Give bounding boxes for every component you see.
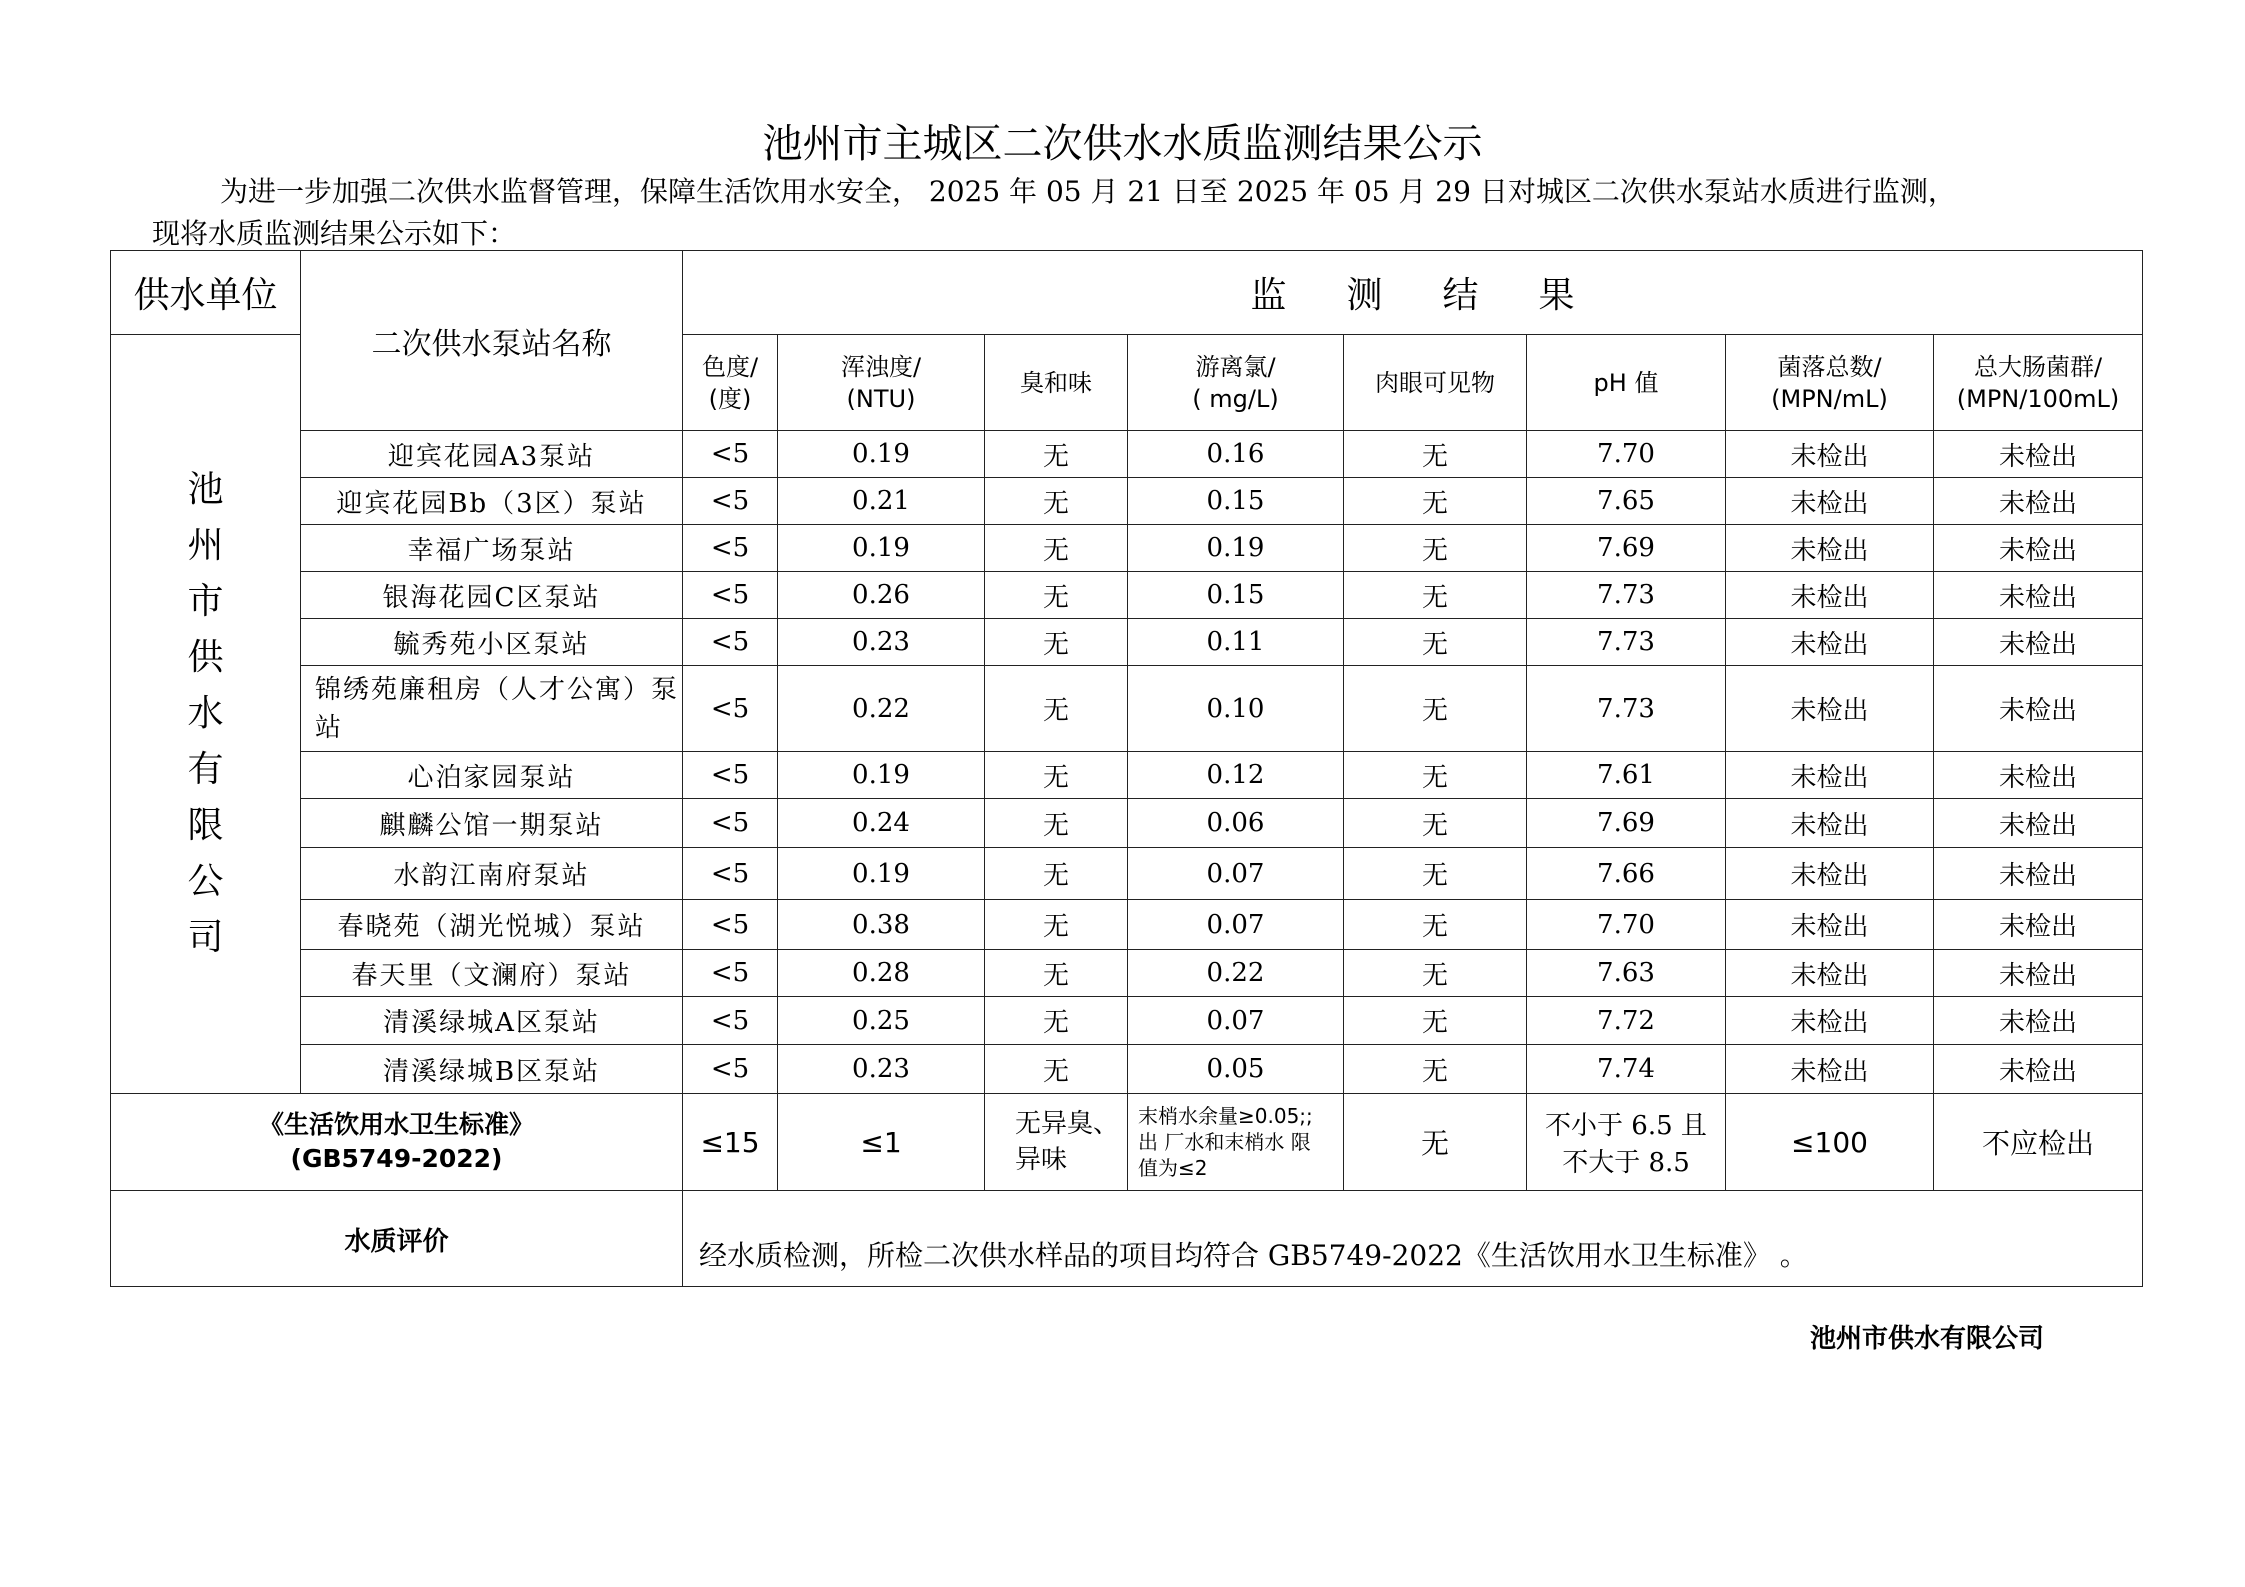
supplier-char: 公 <box>187 861 224 902</box>
table-row <box>111 848 2143 900</box>
column-header-line1: pH 值 <box>1593 368 1659 397</box>
cell-chlorine: 0.15 <box>1128 478 1344 525</box>
table-row <box>111 431 2143 478</box>
header-supply-unit: 供水单位 <box>111 251 301 335</box>
cell-odor: 无 <box>985 431 1128 478</box>
intro-text-line1: 为进一步加强二次供水监督管理，保障生活饮用水安全， 2025 年 05 月 21 日至 2025 年 05 月 29 日对城区二次供水泵站水质进行监测， <box>220 175 1956 208</box>
cell-colonies: 未检出 <box>1726 572 1934 619</box>
supplier-char: 州 <box>187 525 224 566</box>
cell-color: <5 <box>683 619 778 666</box>
cell-turbidity: 0.19 <box>778 848 985 900</box>
supplier-char: 池 <box>187 469 224 510</box>
cell-visible: 无 <box>1344 799 1527 848</box>
cell-colonies: 未检出 <box>1726 997 1934 1045</box>
cell-color: <5 <box>683 848 778 900</box>
standard-chlorine-line: 末梢水余量≥0.05;; <box>1138 1104 1313 1128</box>
station-name: 清溪绿城A区泵站 <box>301 997 683 1045</box>
column-header <box>1726 335 1934 431</box>
cell-color: <5 <box>683 431 778 478</box>
cell-colonies: 未检出 <box>1726 619 1934 666</box>
cell-coliform: 未检出 <box>1934 900 2143 950</box>
table-row <box>111 619 2143 666</box>
cell-chlorine: 0.15 <box>1128 572 1344 619</box>
cell-ph: 7.70 <box>1527 900 1726 950</box>
cell-chlorine: 0.07 <box>1128 900 1344 950</box>
cell-chlorine: 0.06 <box>1128 799 1344 848</box>
cell-colonies: 未检出 <box>1726 525 1934 572</box>
cell-ph: 7.66 <box>1527 848 1726 900</box>
cell-turbidity: 0.25 <box>778 997 985 1045</box>
standard-colonies <box>1726 1094 1934 1191</box>
cell-turbidity: 0.23 <box>778 1045 985 1094</box>
cell-chlorine: 0.22 <box>1128 950 1344 997</box>
cell-coliform: 未检出 <box>1934 525 2143 572</box>
cell-odor: 无 <box>985 1045 1128 1094</box>
cell-coliform: 未检出 <box>1934 848 2143 900</box>
cell-turbidity: 0.22 <box>778 666 985 752</box>
standard-color-line: ≤15 <box>700 1125 760 1159</box>
cell-chlorine: 0.12 <box>1128 752 1344 799</box>
cell-colonies: 未检出 <box>1726 799 1934 848</box>
station-name: 春天里（文澜府）泵站 <box>301 950 683 997</box>
cell-coliform: 未检出 <box>1934 572 2143 619</box>
cell-color: <5 <box>683 572 778 619</box>
table-row <box>111 900 2143 950</box>
cell-coliform: 未检出 <box>1934 478 2143 525</box>
cell-odor: 无 <box>985 752 1128 799</box>
table-row <box>111 1045 2143 1094</box>
standard-chlorine <box>1128 1094 1344 1191</box>
supplier-name-vertical <box>111 335 301 1094</box>
cell-ph: 7.73 <box>1527 619 1726 666</box>
cell-odor: 无 <box>985 525 1128 572</box>
cell-turbidity: 0.19 <box>778 525 985 572</box>
cell-colonies: 未检出 <box>1726 666 1934 752</box>
cell-visible: 无 <box>1344 478 1527 525</box>
column-header <box>778 335 985 431</box>
cell-colonies: 未检出 <box>1726 950 1934 997</box>
evaluation-row <box>111 1191 2143 1287</box>
station-name: 水韵江南府泵站 <box>301 848 683 900</box>
station-name: 心泊家园泵站 <box>301 752 683 799</box>
cell-ph: 7.61 <box>1527 752 1726 799</box>
cell-colonies: 未检出 <box>1726 752 1934 799</box>
column-header-line1: 游离氯/ <box>1195 352 1276 381</box>
cell-ph: 7.63 <box>1527 950 1726 997</box>
cell-odor: 无 <box>985 799 1128 848</box>
standard-color <box>683 1094 778 1191</box>
supplier-char: 限 <box>187 805 224 846</box>
standard-odor <box>985 1094 1128 1191</box>
column-header-line2: (MPN/mL) <box>1771 384 1888 413</box>
page-title: 池州市主城区二次供水水质监测结果公示 <box>762 121 1483 167</box>
table-row <box>111 799 2143 848</box>
results-table <box>110 250 2143 1287</box>
standard-ph-line: 不小于 6.5 且 <box>1545 1111 1707 1141</box>
cell-visible: 无 <box>1344 525 1527 572</box>
cell-chlorine: 0.07 <box>1128 848 1344 900</box>
station-name: 毓秀苑小区泵站 <box>301 619 683 666</box>
standard-odor-line: 异味 <box>1015 1145 1068 1175</box>
cell-chlorine: 0.11 <box>1128 619 1344 666</box>
cell-odor: 无 <box>985 950 1128 997</box>
column-header-line1: 色度/ <box>701 352 759 381</box>
column-header-line2: (度) <box>708 384 752 413</box>
cell-coliform: 未检出 <box>1934 431 2143 478</box>
cell-ph: 7.73 <box>1527 572 1726 619</box>
cell-color: <5 <box>683 478 778 525</box>
standard-ph <box>1527 1094 1726 1191</box>
standard-chlorine-line: 出 厂水和末梢水 限 <box>1138 1130 1311 1154</box>
cell-ph: 7.69 <box>1527 525 1726 572</box>
cell-visible: 无 <box>1344 619 1527 666</box>
supplier-char: 水 <box>187 693 224 734</box>
cell-color: <5 <box>683 1045 778 1094</box>
cell-odor: 无 <box>985 900 1128 950</box>
cell-color: <5 <box>683 997 778 1045</box>
cell-chlorine: 0.07 <box>1128 997 1344 1045</box>
cell-odor: 无 <box>985 478 1128 525</box>
cell-visible: 无 <box>1344 1045 1527 1094</box>
station-name: 迎宾花园Bb（3区）泵站 <box>301 478 683 525</box>
supplier-char: 有 <box>187 749 224 790</box>
column-header-line1: 臭和味 <box>1020 368 1092 397</box>
cell-chlorine: 0.05 <box>1128 1045 1344 1094</box>
cell-visible: 无 <box>1344 572 1527 619</box>
cell-odor: 无 <box>985 848 1128 900</box>
cell-colonies: 未检出 <box>1726 1045 1934 1094</box>
intro-text-line2: 现将水质监测结果公示如下： <box>152 217 517 250</box>
cell-visible: 无 <box>1344 950 1527 997</box>
table-row <box>111 666 2143 752</box>
cell-visible: 无 <box>1344 997 1527 1045</box>
cell-ph: 7.65 <box>1527 478 1726 525</box>
cell-odor: 无 <box>985 619 1128 666</box>
cell-color: <5 <box>683 752 778 799</box>
column-header-line1: 浑浊度/ <box>840 352 922 381</box>
standard-visible <box>1344 1094 1527 1191</box>
station-name: 麒麟公馆一期泵站 <box>301 799 683 848</box>
cell-coliform: 未检出 <box>1934 666 2143 752</box>
standard-coliform <box>1934 1094 2143 1191</box>
column-header <box>1128 335 1344 431</box>
cell-coliform: 未检出 <box>1934 752 2143 799</box>
table-row <box>111 997 2143 1045</box>
cell-ph: 7.74 <box>1527 1045 1726 1094</box>
column-header <box>683 335 778 431</box>
cell-colonies: 未检出 <box>1726 900 1934 950</box>
column-header-line1: 肉眼可见物 <box>1375 368 1495 397</box>
cell-color: <5 <box>683 799 778 848</box>
cell-colonies: 未检出 <box>1726 848 1934 900</box>
standard-label <box>111 1094 683 1191</box>
cell-chlorine: 0.10 <box>1128 666 1344 752</box>
cell-coliform: 未检出 <box>1934 997 2143 1045</box>
table-row <box>111 478 2143 525</box>
column-header <box>1527 335 1726 431</box>
cell-turbidity: 0.26 <box>778 572 985 619</box>
cell-color: <5 <box>683 950 778 997</box>
cell-coliform: 未检出 <box>1934 1045 2143 1094</box>
cell-colonies: 未检出 <box>1726 431 1934 478</box>
standard-visible-line: 无 <box>1420 1127 1449 1160</box>
standard-label-line: 《生活饮用水卫生标准》 <box>258 1110 534 1139</box>
cell-ph: 7.73 <box>1527 666 1726 752</box>
station-name: 锦绣苑廉租房（人才公寓）泵站 <box>301 666 683 752</box>
column-header-line1: 菌落总数/ <box>1777 352 1882 381</box>
column-header-line2: (MPN/100mL) <box>1956 384 2120 413</box>
cell-chlorine: 0.16 <box>1128 431 1344 478</box>
column-header <box>1934 335 2143 431</box>
column-header-line2: (NTU) <box>846 384 916 413</box>
cell-ph: 7.70 <box>1527 431 1726 478</box>
column-header-line1: 总大肠菌群/ <box>1973 352 2103 381</box>
standard-coliform-line: 不应检出 <box>1982 1127 2095 1160</box>
cell-turbidity: 0.28 <box>778 950 985 997</box>
cell-turbidity: 0.24 <box>778 799 985 848</box>
station-name: 清溪绿城B区泵站 <box>301 1045 683 1094</box>
evaluation-text: 经水质检测，所检二次供水样品的项目均符合 GB5749-2022《生活饮用水卫生标准》 。 <box>683 1191 2143 1287</box>
standard-row <box>111 1094 2143 1191</box>
supplier-char: 市 <box>187 581 224 622</box>
column-header <box>985 335 1128 431</box>
column-header-line2: ( mg/L) <box>1192 384 1279 413</box>
cell-odor: 无 <box>985 666 1128 752</box>
table-row <box>111 752 2143 799</box>
cell-visible: 无 <box>1344 848 1527 900</box>
standard-turbidity <box>778 1094 985 1191</box>
standard-ph-line: 不大于 8.5 <box>1562 1148 1690 1178</box>
cell-visible: 无 <box>1344 431 1527 478</box>
cell-turbidity: 0.19 <box>778 431 985 478</box>
cell-ph: 7.69 <box>1527 799 1726 848</box>
header-results: 监测结果 <box>683 251 2143 335</box>
station-name: 银海花园C区泵站 <box>301 572 683 619</box>
cell-chlorine: 0.19 <box>1128 525 1344 572</box>
standard-colonies-line: ≤100 <box>1791 1125 1868 1159</box>
table-row <box>111 950 2143 997</box>
standard-odor-line: 无异臭、 <box>1015 1109 1120 1139</box>
cell-coliform: 未检出 <box>1934 799 2143 848</box>
cell-coliform: 未检出 <box>1934 950 2143 997</box>
cell-odor: 无 <box>985 572 1128 619</box>
standard-turbidity-line: ≤1 <box>860 1125 902 1159</box>
cell-odor: 无 <box>985 997 1128 1045</box>
header-station-name: 二次供水泵站名称 <box>301 251 683 431</box>
footer-company: 池州市供水有限公司 <box>1810 1324 2045 1354</box>
cell-turbidity: 0.21 <box>778 478 985 525</box>
standard-chlorine-line: 值为≤2 <box>1138 1156 1208 1180</box>
table-row <box>111 572 2143 619</box>
evaluation-label: 水质评价 <box>111 1191 683 1287</box>
cell-colonies: 未检出 <box>1726 478 1934 525</box>
cell-coliform: 未检出 <box>1934 619 2143 666</box>
cell-turbidity: 0.19 <box>778 752 985 799</box>
cell-color: <5 <box>683 900 778 950</box>
standard-label-line: (GB5749-2022) <box>290 1144 503 1173</box>
station-name: 幸福广场泵站 <box>301 525 683 572</box>
cell-turbidity: 0.38 <box>778 900 985 950</box>
cell-color: <5 <box>683 525 778 572</box>
cell-visible: 无 <box>1344 666 1527 752</box>
station-name: 春晓苑（湖光悦城）泵站 <box>301 900 683 950</box>
cell-turbidity: 0.23 <box>778 619 985 666</box>
supplier-char: 供 <box>187 637 224 678</box>
table-row <box>111 525 2143 572</box>
station-name: 迎宾花园A3泵站 <box>301 431 683 478</box>
cell-color: <5 <box>683 666 778 752</box>
supplier-char: 司 <box>187 917 224 958</box>
cell-visible: 无 <box>1344 900 1527 950</box>
cell-ph: 7.72 <box>1527 997 1726 1045</box>
column-header <box>1344 335 1527 431</box>
cell-visible: 无 <box>1344 752 1527 799</box>
